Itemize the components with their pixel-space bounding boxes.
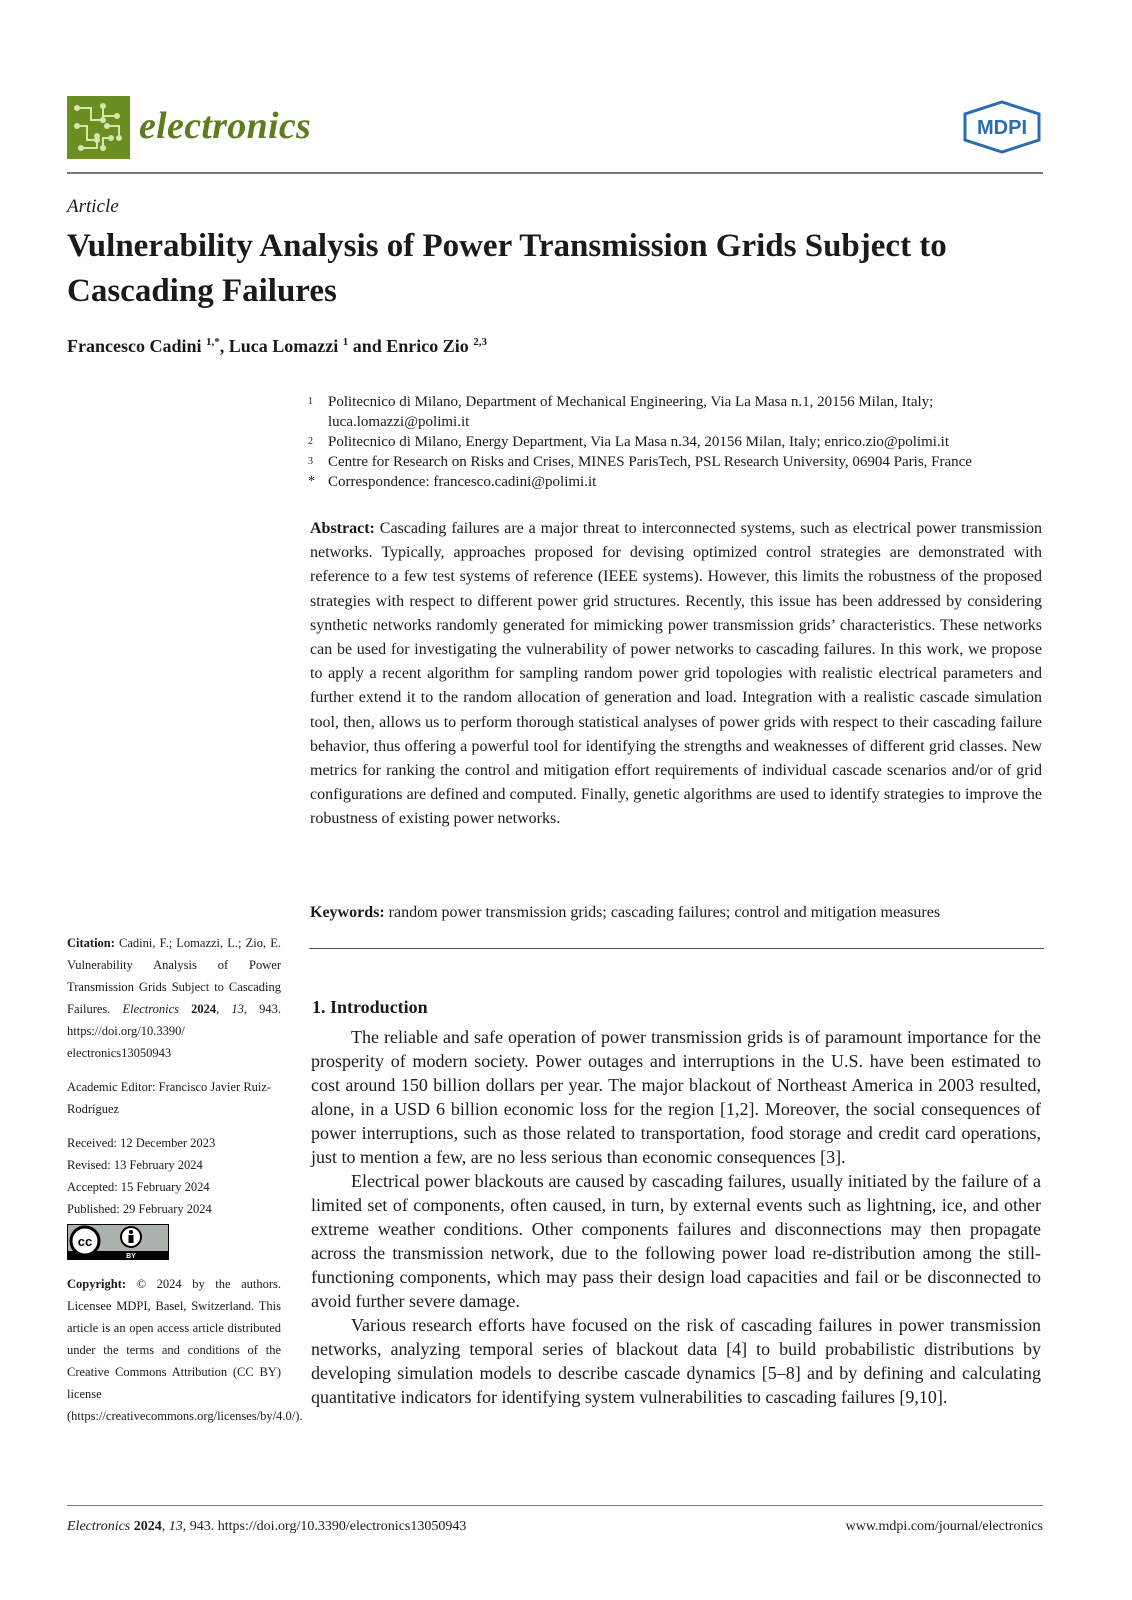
author-affil-mark: 1,* bbox=[206, 336, 220, 348]
academic-editor: Academic Editor: Francisco Javier Ruiz-Rodríguez bbox=[67, 1080, 272, 1116]
author-separator: , bbox=[219, 336, 229, 356]
citation-text: Cadini, F.; Lomazzi, L.; Zio, E. Vulnerability Analysis of Power Transmission Grids Subject to Cascading Failures. bbox=[67, 936, 281, 1016]
affiliations bbox=[308, 392, 1048, 492]
affiliation-item bbox=[308, 392, 1048, 432]
received-date: Received: 12 December 2023 bbox=[67, 1136, 216, 1150]
accepted-date: Accepted: 15 February 2024 bbox=[67, 1180, 210, 1194]
keywords-divider bbox=[309, 948, 1044, 949]
affiliation-item bbox=[308, 472, 1048, 492]
author-name: Luca Lomazzi bbox=[228, 336, 339, 356]
section-body bbox=[311, 1025, 1041, 1409]
svg-text:cc: cc bbox=[77, 1234, 93, 1249]
article-title: Vulnerability Analysis of Power Transmission Grids Subject to Cascading Failures bbox=[67, 228, 947, 309]
affiliation-mark: 1 bbox=[308, 396, 313, 407]
mdpi-logo-text: MDPI bbox=[977, 117, 1027, 139]
cc-by-icon[interactable] bbox=[67, 1224, 169, 1260]
copyright-text: © 2024 by the authors. Licensee MDPI, Basel, Switzerland. This article is an open access article distributed under the terms and conditions of the Creative Commons Attribution (CC BY) license (https://creativecommons.org/licenses/by/4.0/). bbox=[67, 1277, 303, 1423]
abstract bbox=[310, 517, 1042, 832]
author-separator: and bbox=[348, 336, 387, 356]
article-info-sidebar bbox=[67, 932, 303, 1427]
article-type: Article bbox=[67, 196, 119, 217]
copyright bbox=[67, 1273, 303, 1427]
footer-journal-url[interactable]: www.mdpi.com/journal/electronics bbox=[845, 1519, 1043, 1534]
affiliation-text: Centre for Research on Risks and Crises, MINES ParisTech, PSL Research University, 06904 Paris, France bbox=[328, 454, 972, 470]
header-divider bbox=[67, 172, 1043, 174]
author-list bbox=[67, 336, 487, 357]
affiliation-mark: 2 bbox=[308, 436, 313, 447]
citation-label: Citation: bbox=[67, 936, 115, 950]
mdpi-logo-icon bbox=[961, 100, 1043, 154]
keywords bbox=[310, 903, 1050, 923]
author-affil-mark: 1 bbox=[342, 336, 349, 348]
keywords-text: random power transmission grids; cascading failures; control and mitigation measures bbox=[388, 904, 941, 921]
journal-name: electronics bbox=[139, 105, 312, 147]
revised-date: Revised: 13 February 2024 bbox=[67, 1158, 203, 1172]
paragraph: Various research efforts have focused on the risk of cascading failures in power transmission networks, analyzing temporal series of blackout data [4] to build probabilistic distributions by developing simulation models to describe cascade dynamics [5–8] and by defining and calculating quantitative indicators for identifying system vulnerabilities to cascading failures [9,10]. bbox=[311, 1315, 1041, 1407]
section-heading: 1. Introduction bbox=[312, 997, 428, 1017]
citation-volume: 13 bbox=[231, 1002, 244, 1016]
footer-journal: Electronics bbox=[67, 1519, 131, 1534]
journal-header bbox=[67, 96, 1043, 160]
author-name: Enrico Zio bbox=[386, 336, 469, 356]
copyright-label: Copyright: bbox=[67, 1277, 127, 1291]
affiliation-text: Politecnico di Milano, Energy Department, Via La Masa n.34, 20156 Milan, Italy; enrico.zio@polimi.it bbox=[328, 434, 949, 450]
affiliation-text: Politecnico di Milano, Department of Mechanical Engineering, Via La Masa n.1, 20156 Milan, Italy; luca.lomazzi@polimi.it bbox=[328, 394, 934, 430]
published-date: Published: 29 February 2024 bbox=[67, 1202, 212, 1216]
footer-divider bbox=[67, 1505, 1043, 1506]
footer-doi: , 943. https://doi.org/10.3390/electronics13050943 bbox=[182, 1519, 467, 1534]
paragraph: The reliable and safe operation of power transmission grids is of paramount importance for the prosperity of modern society. Power outages and interruptions in the U.S. have been estimated to cost around 150 billion dollars per year. The major blackout of Northeast America in 2003 resulted, alone, in a USD 6 billion economic loss for the region [1,2]. Moreover, the social consequences of power interruptions, such as those related to transportation, food storage and credit card operations, just to mention a few, are no less serious than economic consequences [3]. bbox=[311, 1027, 1041, 1167]
footer-year: 2024 bbox=[133, 1519, 162, 1534]
affiliation-mark: 3 bbox=[308, 456, 313, 467]
author-name: Francesco Cadini bbox=[67, 336, 202, 356]
affiliation-item bbox=[308, 432, 1048, 452]
citation: Citation: Cadini, F.; Lomazzi, L.; Zio, E. Vulnerability Analysis of Power Transmission Grids Subject to Cascading Failures. Electronics 2024, 13, 943. https://doi.org/10.3390/ electronics13050943 bbox=[67, 936, 281, 1060]
citation-doi: , 943. https://doi.org/10.3390/ electronics13050943 bbox=[67, 1002, 281, 1060]
paragraph: Electrical power blackouts are caused by cascading failures, usually initiated by the failure of a limited set of components, often caused, in turn, by external events such as lightning, ice, and other extreme weather conditions. Other components failures and disconnections may then propagate across the transmission network, due to the following power load re-distribution among the still-functioning components, which may pass their design load capacities and fail or be disconnected to avoid further severe damage. bbox=[311, 1171, 1041, 1311]
author-affil-mark: 2,3 bbox=[473, 336, 488, 348]
abstract-text: Cascading failures are a major threat to interconnected systems, such as electrical power transmission networks. Typically, approaches proposed for devising optimized control strategies are demonstrated with reference to a few test systems of reference (IEEE systems). However, this limits the robustness of the proposed strategies with respect to different power grid structures. Recently, this issue has been addressed by considering synthetic networks randomly generated for mimicking power transmission grids’ characteristics. These networks can be used for investigating the vulnerability of power networks to cascading failures. In this work, we propose to apply a recent algorithm for sampling random power grid topologies with realistic electrical parameters and further extend it to the random allocation of generation and load. Integration with a realistic cascade simulation tool, then, allows us to perform thorough statistical analyses of power grids with respect to their cascading failure behavior, thus offering a powerful tool for identifying the strengths and weaknesses of different grid classes. New metrics for ranking the control and mitigation effort requirements of individual cascade scenarios and/or of grid configurations are defined and computed. Finally, genetic algorithms are used to identify strategies to improve the robustness of existing power networks. bbox=[310, 520, 1042, 828]
affiliation-mark: * bbox=[308, 474, 315, 489]
keywords-label: Keywords: bbox=[310, 904, 385, 921]
cc-by-label: BY bbox=[126, 1253, 136, 1260]
footer-volume: 13 bbox=[168, 1519, 183, 1534]
citation-year: 2024 bbox=[191, 1002, 217, 1016]
circuit-logo-icon bbox=[67, 96, 130, 159]
citation-journal: Electronics bbox=[122, 1002, 179, 1016]
footer-citation: Electronics 2024, 13, 943. https://doi.org/10.3390/electronics13050943 bbox=[67, 1519, 467, 1534]
affiliation-text: Correspondence: francesco.cadini@polimi.it bbox=[328, 474, 597, 490]
affiliation-item bbox=[308, 452, 1048, 472]
abstract-label: Abstract: bbox=[310, 520, 375, 537]
